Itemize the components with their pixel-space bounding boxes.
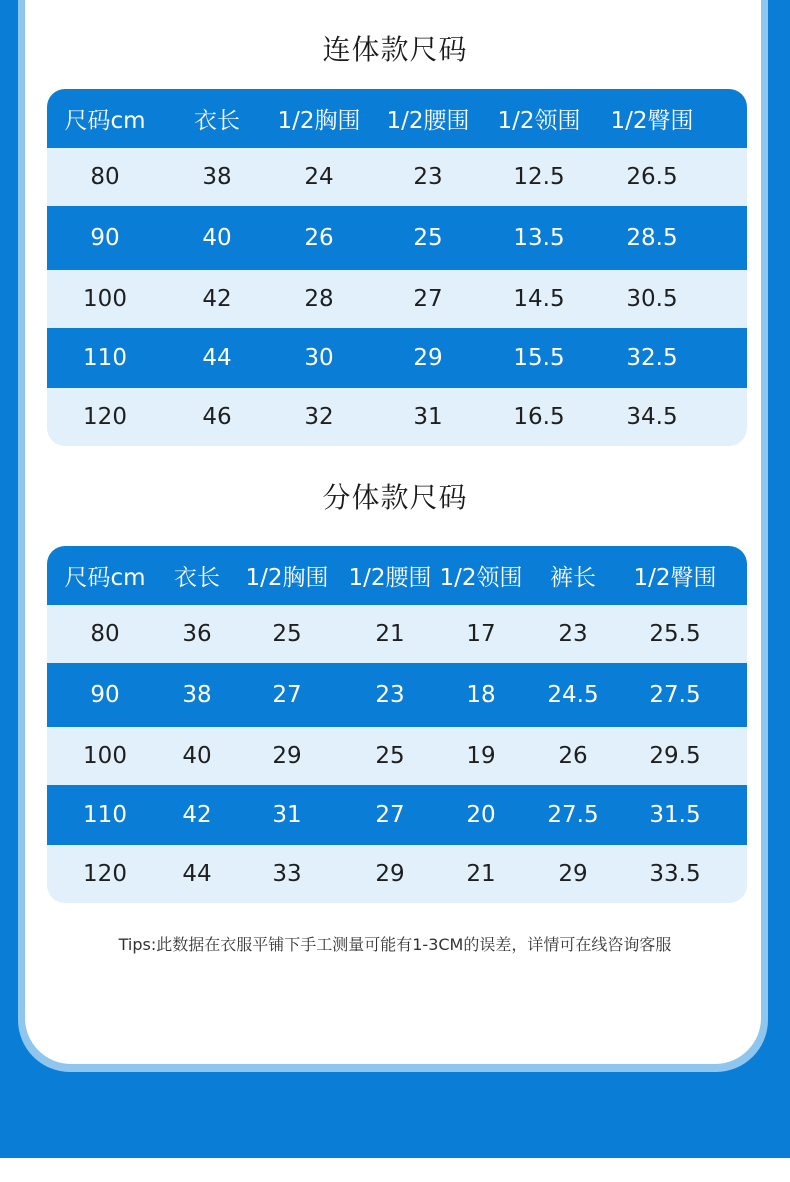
- data-cell: 38: [182, 682, 212, 708]
- data-cell: 27.5: [649, 682, 701, 708]
- data-cell: 31: [413, 404, 443, 430]
- table2-title: 分体款尺码: [322, 481, 468, 514]
- data-cell: 28.5: [626, 225, 678, 251]
- header-cell: 1/2领围: [497, 108, 581, 134]
- header-cell: 1/2腰围: [386, 108, 470, 134]
- data-cell: 36: [182, 621, 212, 647]
- data-cell: 13.5: [513, 225, 565, 251]
- table-row: [47, 270, 747, 328]
- header-cell: 1/2臀围: [610, 108, 694, 134]
- data-cell: 29: [375, 861, 405, 887]
- data-cell: 33.5: [649, 861, 701, 887]
- table-row: [47, 785, 747, 845]
- data-cell: 30: [304, 345, 334, 371]
- data-cell: 15.5: [513, 345, 565, 371]
- header-cell: 尺码cm: [64, 565, 146, 591]
- data-cell: 21: [466, 861, 496, 887]
- data-cell: 27: [272, 682, 302, 708]
- table-row: [47, 206, 747, 270]
- table-header-row: [47, 546, 747, 605]
- data-cell: 32: [304, 404, 334, 430]
- data-cell: 90: [90, 682, 120, 708]
- data-cell: 23: [375, 682, 405, 708]
- data-cell: 44: [182, 861, 212, 887]
- data-cell: 26: [304, 225, 334, 251]
- data-cell: 90: [90, 225, 120, 251]
- data-cell: 80: [90, 621, 120, 647]
- header-cell: 1/2胸围: [277, 108, 361, 134]
- data-cell: 120: [83, 404, 127, 430]
- header-cell: 裤长: [550, 565, 596, 591]
- data-cell: 28: [304, 286, 334, 312]
- data-cell: 16.5: [513, 404, 565, 430]
- data-cell: 26.5: [626, 164, 678, 190]
- header-cell: 1/2臀围: [633, 565, 717, 591]
- data-cell: 27: [375, 802, 405, 828]
- data-cell: 24.5: [547, 682, 599, 708]
- data-cell: 42: [182, 802, 212, 828]
- data-cell: 29: [272, 743, 302, 769]
- table-row: [47, 663, 747, 727]
- header-cell: 衣长: [194, 108, 240, 134]
- data-cell: 19: [466, 743, 496, 769]
- data-cell: 40: [202, 225, 232, 251]
- data-cell: 24: [304, 164, 334, 190]
- data-cell: 120: [83, 861, 127, 887]
- table-row: [47, 605, 747, 663]
- data-cell: 80: [90, 164, 120, 190]
- data-cell: 25: [375, 743, 405, 769]
- onepiece-size-table: [47, 89, 747, 446]
- data-cell: 25: [413, 225, 443, 251]
- data-cell: 110: [83, 345, 127, 371]
- data-cell: 14.5: [513, 286, 565, 312]
- header-cell: 1/2领围: [439, 565, 523, 591]
- data-cell: 27.5: [547, 802, 599, 828]
- header-cell: 衣长: [174, 565, 220, 591]
- data-cell: 100: [83, 743, 127, 769]
- data-cell: 46: [202, 404, 232, 430]
- data-cell: 38: [202, 164, 232, 190]
- data-cell: 100: [83, 286, 127, 312]
- data-cell: 18: [466, 682, 496, 708]
- data-cell: 32.5: [626, 345, 678, 371]
- data-cell: 29: [413, 345, 443, 371]
- data-cell: 23: [413, 164, 443, 190]
- header-cell: 1/2腰围: [348, 565, 432, 591]
- data-cell: 26: [558, 743, 588, 769]
- header-cell: 1/2胸围: [245, 565, 329, 591]
- data-cell: 31: [272, 802, 302, 828]
- table-header-row: [47, 89, 747, 148]
- table1-title: 连体款尺码: [322, 33, 468, 66]
- table-row: [47, 727, 747, 785]
- data-cell: 33: [272, 861, 302, 887]
- data-cell: 25: [272, 621, 302, 647]
- table-row: [47, 845, 747, 903]
- data-cell: 34.5: [626, 404, 678, 430]
- table-row: [47, 148, 747, 206]
- tips-note: Tips:此数据在衣服平铺下手工测量可能有1-3CM的误差，详情可在线咨询客服: [118, 935, 672, 954]
- data-cell: 29.5: [649, 743, 701, 769]
- data-cell: 21: [375, 621, 405, 647]
- header-cell: 尺码cm: [64, 108, 146, 134]
- data-cell: 29: [558, 861, 588, 887]
- data-cell: 30.5: [626, 286, 678, 312]
- data-cell: 23: [558, 621, 588, 647]
- data-cell: 12.5: [513, 164, 565, 190]
- data-cell: 42: [202, 286, 232, 312]
- data-cell: 27: [413, 286, 443, 312]
- data-cell: 20: [466, 802, 496, 828]
- table-row: [47, 388, 747, 446]
- table-row: [47, 328, 747, 388]
- data-cell: 44: [202, 345, 232, 371]
- data-cell: 31.5: [649, 802, 701, 828]
- twopiece-size-table: [47, 546, 747, 903]
- data-cell: 40: [182, 743, 212, 769]
- data-cell: 17: [466, 621, 496, 647]
- data-cell: 110: [83, 802, 127, 828]
- data-cell: 25.5: [649, 621, 701, 647]
